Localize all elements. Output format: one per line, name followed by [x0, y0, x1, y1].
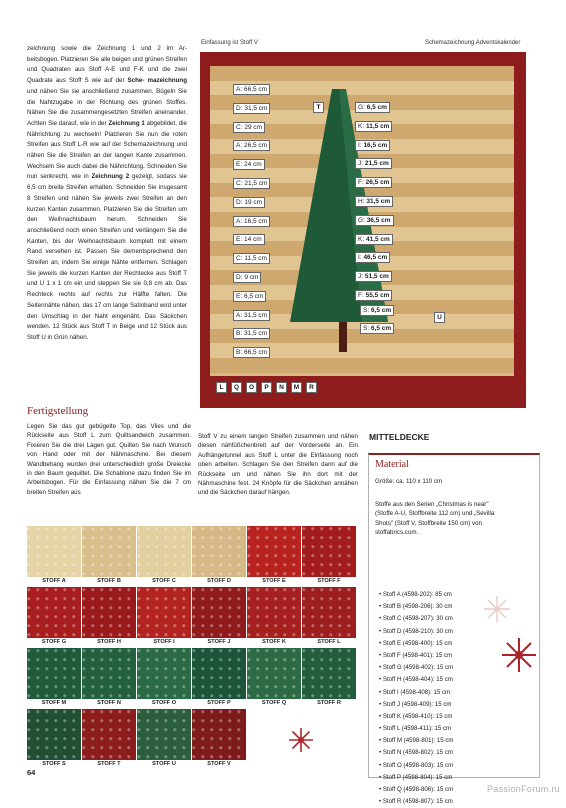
strip-length: 16,5 cm	[363, 141, 388, 149]
strip-label-left: D: 19 cm	[233, 197, 265, 208]
text-line: und die zwei Quadrate aus Stoff S wie auf der	[27, 66, 187, 85]
swatch-label: STOFF C	[152, 578, 176, 584]
strip-length: 46,5 cm	[363, 254, 388, 262]
strip-label-left: C: 21,5 cm	[233, 178, 270, 189]
snowflake-icon	[499, 635, 539, 675]
strip-stoff: A	[236, 86, 241, 93]
fabric-list-item: • Stoff R (4598-807): 15 cm	[379, 796, 454, 808]
swatch-label: STOFF R	[317, 700, 341, 706]
strip-stoff: S	[363, 306, 368, 314]
strip-stoff: B	[236, 349, 241, 357]
quilt-field	[210, 66, 514, 376]
swatch-label: STOFF I	[153, 639, 175, 645]
marker-u: U	[434, 312, 445, 323]
fabric-swatch	[27, 526, 81, 584]
fabric-swatch	[27, 587, 81, 645]
fabric-list-item: • Stoff M (4598-801): 15 cm	[379, 735, 454, 747]
fabric-list-item: • Stoff O (4598-803): 15 cm	[379, 760, 454, 772]
strip-stoff: C	[236, 255, 241, 263]
swatch-label: STOFF K	[262, 639, 286, 645]
swatch-label: STOFF D	[207, 578, 231, 584]
fabric-list-item: • Stoff L (4598-411): 15 cm	[379, 723, 454, 735]
fertigstellung-col1: Legen Sie das gut gebügelte Top, das Vlies und die Rückseite aus Stoff L zum Quiltsandwich zusammen. Fixieren Sie die drei Lagen gut. Quilten Sie nach Wunsch von Hand oder mit der Nähmaschine. Bei diesem Wandbehang wurden drei unterschiedlich große Dreiecke in den Baum gequiltet. Die Schablone dazu finden Sie im Arbeitsbogen. Für die Einfassung nähen Sie die 7 cm breiten Streifen aus	[27, 423, 191, 496]
strip-length: 6,5 cm	[366, 104, 387, 111]
strip-stoff: A	[236, 311, 241, 319]
strip-label-left: C: 11,5 cm	[233, 253, 270, 264]
strip-length: 66,5 cm	[243, 349, 268, 357]
strip-stoff: F	[358, 292, 362, 299]
fabric-swatch	[27, 648, 81, 706]
section-heading-fertigstellung: Fertigstellung	[27, 405, 89, 417]
strip-stoff: E	[236, 292, 241, 300]
fabric-list-item: • Stoff K (4598-410): 15 cm	[379, 711, 454, 723]
strip-stoff: D	[236, 274, 241, 281]
strip-stoff: D	[236, 198, 241, 206]
strip-length: 6,5 cm	[370, 306, 392, 314]
swatch-label: STOFF T	[97, 761, 121, 767]
strip-stoff: G	[358, 216, 364, 224]
strip-length: 11,5 cm	[365, 122, 390, 130]
fabric-swatch	[82, 709, 136, 767]
swatch-label: STOFF S	[42, 761, 66, 767]
strip-length: 24 cm	[243, 161, 262, 169]
strip-stoff: I	[358, 141, 360, 149]
fabric-swatch	[137, 709, 191, 767]
fabric-swatch	[247, 648, 301, 706]
strip-length: 31,5 cm	[243, 311, 268, 319]
strip-length: 51,5 cm	[364, 273, 389, 281]
strip-stoff: C	[236, 123, 241, 131]
snowflake-icon	[286, 725, 316, 755]
fabric-list-item: • Stoff C (4598-207): 30 cm	[379, 613, 454, 625]
border-letter: N	[276, 382, 287, 393]
strip-label-right: G: 6,5 cm	[355, 102, 390, 113]
fabric-list-item: • Stoff D (4598-210): 30 cm	[379, 626, 454, 638]
fabric-list-item: • Stoff P (4598-804): 15 cm	[379, 772, 454, 784]
strip-length: 9 cm	[244, 274, 259, 281]
swatch-label: STOFF U	[152, 761, 176, 767]
strip-stoff: F	[358, 179, 362, 187]
strip-label-left: A: 31,5 cm	[233, 310, 270, 321]
quilt-schematic	[200, 52, 526, 408]
swatch-label: STOFF G	[41, 639, 67, 645]
swatch-label: STOFF E	[262, 578, 286, 584]
strip-label-left: D: 9 cm	[233, 272, 261, 283]
fabric-swatch	[137, 648, 191, 706]
fabric-list-item: • Stoff N (4598-802): 15 cm	[379, 747, 454, 759]
border-letter: L	[216, 382, 227, 393]
fabric-swatch	[192, 587, 246, 645]
bold-term: Zeichnung 1	[108, 119, 145, 127]
fabric-swatch	[137, 526, 191, 584]
strip-stoff: S	[363, 324, 368, 332]
strip-stoff: E	[236, 236, 241, 244]
fabric-swatch	[82, 648, 136, 706]
strip-label-left: A: 66,5 cm	[233, 84, 270, 95]
snowflake-icon	[481, 593, 513, 625]
strip-length: 11,5 cm	[244, 255, 267, 263]
strip-label-left: C: 29 cm	[233, 122, 265, 133]
bold-term: Zeichnung 2	[91, 173, 130, 181]
swatch-label: STOFF V	[207, 761, 231, 767]
strip-length: 6,5 cm	[243, 292, 264, 300]
watermark: PassionForum.ru	[486, 784, 560, 794]
strip-length: 21,5 cm	[244, 180, 268, 187]
strip-label-right: J: 21,5 cm	[355, 158, 392, 169]
caption-schematic: Schemazeichnung Adventskalender	[425, 40, 521, 46]
fabric-list-item: • Stoff H (4598-404): 15 cm	[379, 674, 454, 686]
swatch-label: STOFF H	[97, 639, 121, 645]
border-letters	[216, 382, 317, 393]
strip-stoff: G	[358, 104, 364, 111]
strip-stoff: A	[236, 217, 241, 225]
strip-length: 29 cm	[244, 123, 263, 131]
series-text: Stoffe aus den Serien „Christmas is near" (Stoffe A-U, Stoffbreite 112 cm) und „Sevilla Shots" (Stoff V, Stoffbreite 150 cm) von stoffabrics.com.	[375, 501, 495, 537]
text-line: abgebildet, die Nährichtung zu wechseln! Platzieren Sie nun die roten Streifen aus Stoff L-R wie auf der Schemazeichnung und nähen Sie die Streifen an der langen Kante zusammen. Wechseln Sie auch dabei die Nährichtung. Schneiden Sie nun senkrecht, wie in	[27, 119, 187, 181]
strip-length: 14 cm	[243, 236, 262, 244]
fabric-list-item: • Stoff Q (4598-806): 15 cm	[379, 784, 454, 796]
strip-length: 31,5 cm	[366, 198, 391, 205]
material-heading: Material	[375, 459, 409, 470]
strip-label-right: F: 55,5 cm	[355, 290, 392, 301]
strip-stoff: E	[236, 161, 241, 169]
strip-length: 16,5 cm	[243, 217, 268, 225]
text-line: Streifen und Quadraten aus Stoff A-E und F-K	[27, 55, 187, 74]
fabric-list-item: • Stoff G (4598-402): 15 cm	[379, 662, 454, 674]
strip-label-right: G: 36,5 cm	[355, 215, 394, 226]
strip-label-right: F: 26,5 cm	[355, 177, 392, 188]
intro-text	[27, 44, 187, 344]
section-heading-mitteldecke: MITTELDECKE	[369, 432, 430, 442]
fabric-swatch	[247, 526, 301, 584]
strip-label-left: E: 6,5 cm	[233, 291, 266, 302]
strip-stoff: B	[236, 330, 241, 338]
strip-label-left: E: 14 cm	[233, 234, 265, 245]
border-letter: R	[306, 382, 317, 393]
marker-t: T	[313, 102, 324, 113]
bold-term: Sche-	[127, 77, 145, 85]
strip-label-left: E: 24 cm	[233, 159, 265, 170]
strip-stoff: J	[358, 273, 362, 281]
fabric-list-item: • Stoff J (4598-409): 15 cm	[379, 699, 454, 711]
strip-length: 19 cm	[244, 198, 263, 206]
strip-label-right: I: 16,5 cm	[355, 140, 390, 151]
fabric-swatch	[137, 587, 191, 645]
border-letter: O	[246, 382, 257, 393]
strip-length: 21,5 cm	[364, 160, 389, 168]
strip-stoff: H	[358, 198, 363, 205]
swatch-label: STOFF Q	[261, 700, 287, 706]
strip-stoff: I	[358, 254, 360, 262]
strip-label-right: J: 51,5 cm	[355, 271, 392, 282]
strip-length: 66,5 cm	[243, 86, 268, 93]
strip-label-right: K: 11,5 cm	[355, 121, 392, 132]
strip-stoff: J	[358, 160, 362, 168]
strip-length: 6,5 cm	[370, 324, 392, 332]
fabric-swatch	[82, 526, 136, 584]
fabric-list-item: • Stoff B (4598-206): 30 cm	[379, 601, 454, 613]
fabric-swatch	[192, 648, 246, 706]
text-line: beitsbogen. Platzieren Sie alle beigen und grünen	[27, 55, 164, 63]
strip-label-right: S: 6,5 cm	[360, 323, 394, 334]
fabric-list-item: • Stoff A (4598-202): 85 cm	[379, 589, 454, 601]
swatch-label: STOFF A	[42, 578, 66, 584]
strip-label-left: A: 26,5 cm	[233, 140, 270, 151]
fabric-swatch	[247, 587, 301, 645]
strip-stoff: A	[236, 142, 241, 150]
strip-stoff: D	[236, 104, 241, 112]
border-letter: P	[261, 382, 272, 393]
swatch-label: STOFF M	[41, 700, 67, 706]
fabric-swatch	[192, 709, 246, 767]
strip-label-left: A: 16,5 cm	[233, 216, 270, 227]
strip-label-left: D: 31,5 cm	[233, 103, 270, 114]
fertigstellung-col2: Stoff V zu einem langen Streifen zusammen und nähen diesen nähfüßchenbreit auf der Vorderseite an. Ein Aufhängetunnel aus Stoff L unter die Einfassung noch oben arbeiten. Schlagen Sie den Streifen dann auf die Rückseite um und nähen Sie ihn dort mit der Nähmaschine fest. 24 Knöpfe für die Säckchen annähen und die Säckchen darauf hängen.	[198, 433, 358, 497]
strip-label-right: H: 31,5 cm	[355, 196, 393, 207]
strip-label-right: S: 6,5 cm	[360, 305, 394, 316]
text-line: und nähen Sie sie anschließend zusammen. Bügeln Sie die Nahtzugabe in der Richtung des grünen Stoffes. Nähen Sie die zusammengesetzten Streifen aneinander. Achten Sie darauf, wie in der	[27, 87, 187, 127]
strip-length: 31,5 cm	[244, 104, 268, 112]
swatch-label: STOFF O	[151, 700, 177, 706]
swatch-label: STOFF B	[97, 578, 121, 584]
fabric-list-item: • Stoff E (4598-400): 15 cm	[379, 638, 454, 650]
strip-length: 31,5 cm	[243, 330, 268, 338]
text-line: zeichnung sowie die Zeichnung 1 und 2 im Ar-	[27, 45, 187, 52]
strip-label-right: I: 46,5 cm	[355, 252, 390, 263]
fabric-swatch	[302, 587, 356, 645]
strip-stoff: K	[358, 122, 363, 130]
fabric-swatch	[82, 587, 136, 645]
border-letter: Q	[231, 382, 242, 393]
strip-stoff: K	[358, 235, 363, 243]
strip-length: 55,5 cm	[365, 292, 390, 299]
strip-length: 41,5 cm	[365, 235, 390, 243]
strip-label-right: K: 41,5 cm	[355, 234, 393, 245]
fabric-swatch	[192, 526, 246, 584]
bold-term: mazeichnung	[147, 77, 187, 85]
strip-label-left: B: 66,5 cm	[233, 347, 270, 358]
strip-label-left: B: 31,5 cm	[233, 328, 270, 339]
page-number: 64	[27, 768, 36, 777]
fabric-swatch	[302, 648, 356, 706]
strip-length: 36,5 cm	[366, 216, 391, 224]
fabric-list	[379, 589, 454, 808]
fabric-list-item: • Stoff I (4598-408): 15 cm	[379, 687, 454, 699]
text-line: gezeigt, sodass sie 6,5 cm breite Streifen erhalten. Schneiden Sie insgesamt 8 Streifen und nähen Sie jeweils zwei Streifen an den kurzen Kanten zusammen. Platzieren Sie die Streifen um den Weihnachtsbaum herum. Schneiden Sie anschließend noch einen Streifen und verlängern Sie die Kanten, bis der Weihnachtsbaum komplett mit einem Rand versehen ist. Passen Sie dementsprechend den Streifen an, indem Sie einige Nähte entfernen. Schlagen Sie jeweils die kurzen Kanten der Rechtecke aus Stoff T und U 1 x 1 cm ein und steppen Sie sie 0,8 cm ab. Das Rechteck rechts auf rechts zur Hälfte falten. Die Seitennähte nähen, das 17 cm lange Satinband wird unter den Umschlag in der Naht eingenäht. Das Säckchen wenden. 12 Stück aus Stoff T in Beige und 12 Stück aus Stoff U in Grün nähen.	[27, 173, 187, 341]
swatch-label: STOFF F	[317, 578, 341, 584]
border-letter: M	[291, 382, 302, 393]
strip-stoff: C	[236, 180, 241, 187]
swatch-label: STOFF J	[207, 639, 231, 645]
swatch-label: STOFF L	[317, 639, 341, 645]
fabric-swatch	[302, 526, 356, 584]
strip-length: 26,5 cm	[243, 142, 268, 150]
size-text: Größe: ca. 110 x 110 cm	[375, 478, 443, 485]
fabric-swatch	[27, 709, 81, 767]
swatch-label: STOFF P	[207, 700, 231, 706]
caption-binding: Einfassung ist Stoff V	[201, 40, 258, 46]
strip-length: 26,5 cm	[365, 179, 390, 187]
swatch-label: STOFF N	[97, 700, 121, 706]
fabric-list-item: • Stoff F (4598-401): 15 cm	[379, 650, 454, 662]
